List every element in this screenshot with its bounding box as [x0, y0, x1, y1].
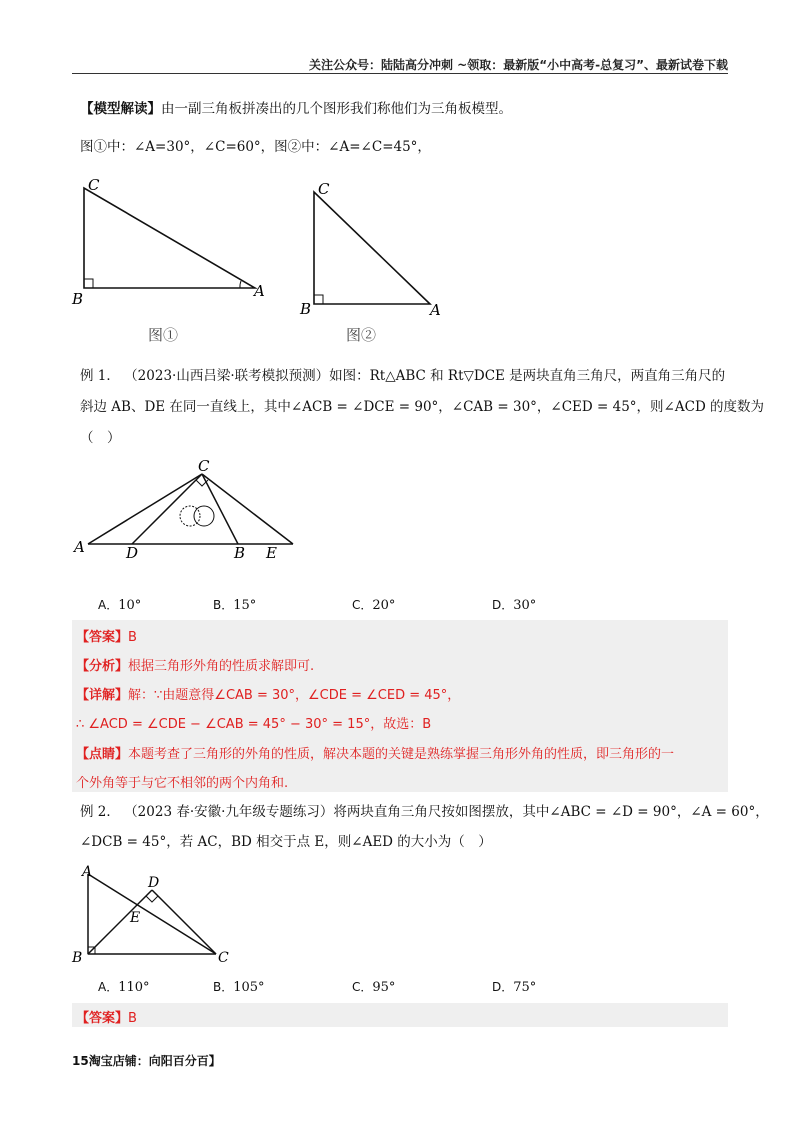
page-header: 关注公众号：陆陆高分冲刺 ~领取：最新版“小中高考-总复习”、最新试卷下载 [309, 58, 728, 72]
ex2-option-d[interactable]: D．75° [492, 980, 537, 995]
figure-1-angle-arc [240, 281, 241, 288]
ex2-label-c: C [218, 950, 229, 966]
ex2-option-c[interactable]: C．95° [352, 980, 396, 995]
ex1-comment-2: 个外角等于与它不相邻的两个内角和. [76, 776, 289, 791]
ex2-side-dc [152, 890, 216, 954]
page-number: 15 [72, 1054, 89, 1068]
ex2-label-a: A [82, 864, 93, 880]
ex1-detail: 【详解】解：∵由题意得∠CAB = 30°，∠CDE = ∠CED = 45°， [76, 688, 461, 703]
figure-2-caption: 图② [346, 326, 377, 344]
figure-1 [71, 176, 265, 344]
figure-1-caption: 图① [148, 326, 179, 344]
ex1-label-e: E [266, 544, 277, 562]
model-figures [60, 170, 460, 350]
ex1-line-2: 斜边 AB、DE 在同一直线上，其中∠ACB = ∠DCE = 90°，∠CAB = 30°，∠CED = 45°，则∠ACD 的度数为 [80, 399, 765, 415]
model-intro [80, 99, 512, 119]
page-footer [72, 1052, 221, 1069]
ex1-side-ca [88, 474, 202, 544]
figure-1-label-c: C [88, 176, 100, 194]
ex2-option-b[interactable]: B．105° [213, 980, 265, 995]
ex1-label-c: C [198, 457, 210, 475]
ex1-comment: 【点睛】本题考查了三角形的外角的性质，解决本题的关键是熟练掌握三角形外角的性质，即三角形的一 [76, 747, 675, 762]
figure-2-right-angle-mark [314, 295, 323, 304]
ex2-right-angle-mark-d [146, 896, 158, 902]
ex1-line-1: 例 1． （2023·山西吕梁·联考模拟预测）如图：Rt△ABC 和 Rt▽DCE 是两块直角三角尺，两直角三角尺的 [80, 368, 726, 384]
figure-1-label-a: A [254, 282, 265, 300]
model-label: 【模型解读】 [80, 101, 161, 117]
ex1-option-d[interactable]: D．30° [492, 598, 537, 613]
ex2-label-d: D [148, 875, 160, 891]
ex2-line-1: 例 2． （2023 春·安徽·九年级专题练习）将两块直角三角尺按如图摆放，其中∠ABC = ∠D = 90°，∠A = 60°， [80, 804, 769, 820]
figure-2-label-b: B [300, 300, 312, 318]
ex1-analysis: 【分析】根据三角形外角的性质求解即可. [76, 659, 315, 674]
ex1-option-b[interactable]: B．15° [213, 598, 257, 613]
shop-name: 淘宝店铺：向阳百分百】 [88, 1054, 221, 1068]
figure-1-triangle [84, 188, 255, 288]
ex1-figure [60, 452, 320, 564]
model-angles: 图①中：∠A=30°，∠C=60°，图②中：∠A=∠C=45°， [80, 139, 431, 155]
ex1-option-c[interactable]: C．20° [352, 598, 396, 613]
ex1-answer-box [72, 620, 728, 792]
ex2-side-bd [88, 890, 152, 954]
ex1-line-3: （ ） [80, 430, 121, 446]
ex1-side-cd [132, 474, 202, 544]
ex2-option-a[interactable]: A．110° [98, 980, 150, 995]
ex1-label-b: B [234, 544, 246, 562]
figure-1-label-b: B [72, 290, 84, 308]
figure-2-label-a: A [430, 301, 441, 319]
ex2-label-e: E [130, 910, 141, 926]
figure-1-right-angle-mark [84, 279, 93, 288]
ex1-label-d: D [126, 544, 139, 562]
figure-2 [299, 180, 441, 344]
figure-2-triangle [314, 192, 430, 304]
model-text: 由一副三角板拼凑出的几个图形我们称他们为三角板模型。 [161, 101, 512, 117]
header-divider [72, 73, 728, 74]
ex1-label-a: A [74, 538, 85, 556]
ex2-line-2: ∠DCB = 45°，若 AC，BD 相交于点 E，则∠AED 的大小为（ ） [80, 834, 492, 850]
ex1-circle-right [194, 506, 214, 526]
ex1-option-a[interactable]: A．10° [98, 598, 142, 613]
ex2-answer-box [72, 1003, 728, 1027]
ex2-figure [66, 862, 246, 972]
ex2-label-b: B [72, 950, 83, 966]
ex1-side-ce [202, 474, 293, 544]
ex1-answer: 【答案】B [76, 630, 137, 645]
ex1-detail-2: ∴ ∠ACD = ∠CDE − ∠CAB = 45° − 30° = 15°，故选：B [76, 717, 432, 732]
ex1-side-cb [202, 474, 238, 544]
figure-2-label-c: C [318, 180, 330, 198]
ex2-answer: 【答案】B [76, 1011, 137, 1026]
